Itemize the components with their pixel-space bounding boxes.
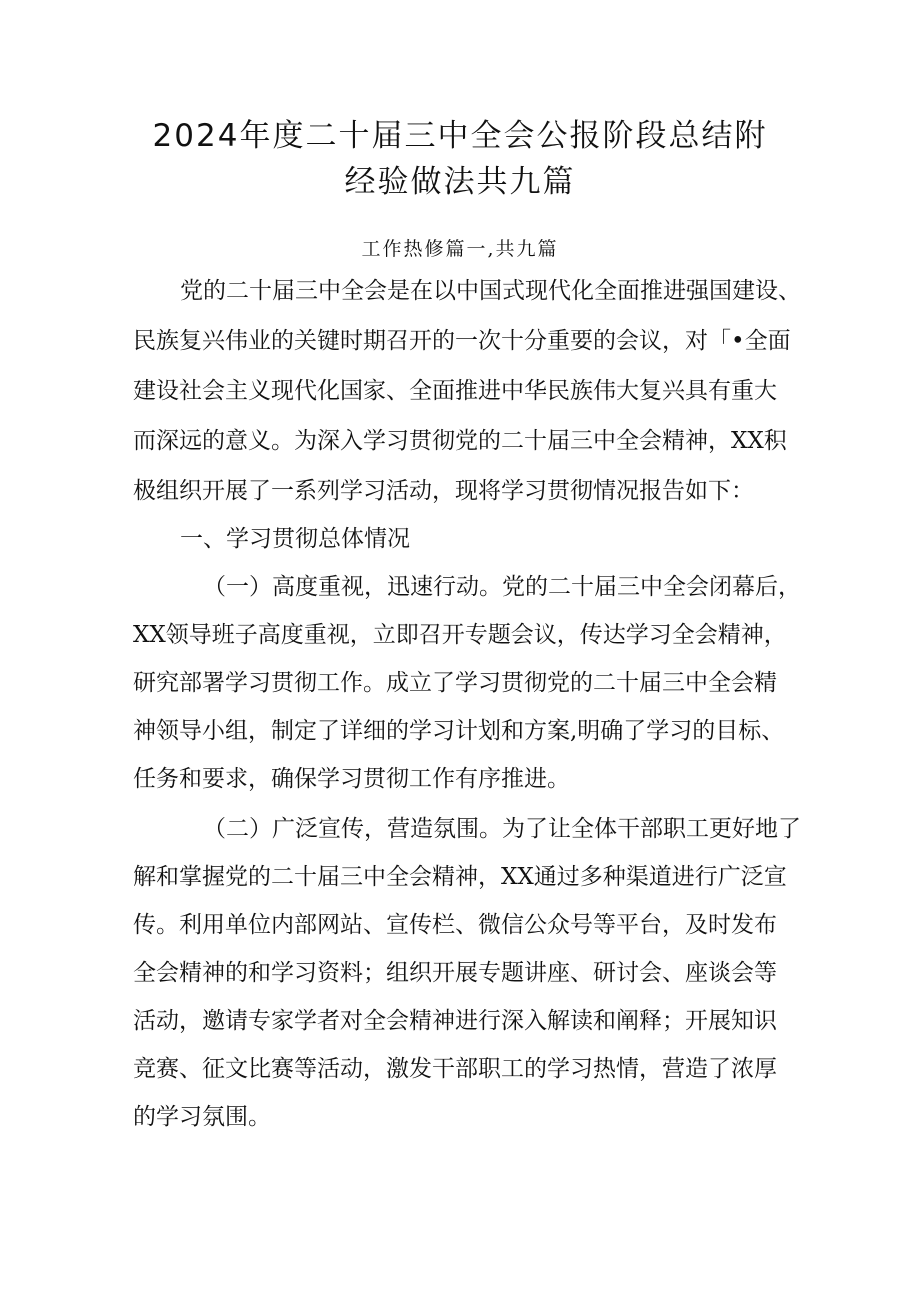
body-line-text: 党的二十届三中全会是在以中国式现代化全面推进强国建设、: [180, 278, 801, 304]
body-line-text: 全会精神的和学习资料；组织开展专题讲座、研讨会、座谈会等: [133, 960, 777, 986]
body-line-text: （二）广泛宣传，营造氛围。为了让全体干部职工更好地了: [203, 816, 801, 842]
section-heading-text: 一、学习贯彻总体情况: [180, 526, 410, 552]
document-title-line-2: 经验做法共九篇: [344, 164, 576, 200]
body-line-text: 而深远的意义。为深入学习贯彻党的二十届三中全会精神，XX积: [133, 428, 787, 454]
body-line-text: 极组织开展了一系列学习活动，现将学习贯彻情况报告如下：: [133, 478, 754, 504]
body-line-text: 活动，邀请专家学者对全会精神进行深入解读和阐释；开展知识: [133, 1008, 777, 1034]
body-line-text: 传。利用单位内部网站、宣传栏、微信公众号等平台，及时发布: [133, 912, 777, 938]
body-line-text: 竞赛、征文比赛等活动，激发干部职工的学习热情，营造了浓厚: [133, 1056, 777, 1082]
body-line-text: XX领导班子高度重视，立即召开专题会议，传达学习全会精神，: [133, 622, 787, 648]
body-line-text: 民族复兴伟业的关键时期召开的一次十分重要的会议，对「•全面: [133, 328, 791, 354]
body-line-text: 的学习氛围。: [133, 1104, 271, 1130]
body-line-text: 研究部署学习贯彻工作。成立了学习贯彻党的二十届三中全会精: [133, 670, 777, 696]
body-line-text: 建设社会主义现代化国家、全面推进中华民族伟大复兴具有重大: [133, 378, 777, 404]
body-line-text: 解和掌握党的二十届三中全会精神，XX通过多种渠道进行广泛宣: [133, 864, 787, 890]
body-line-text: 任务和要求，确保学习贯彻工作有序推进。: [133, 766, 570, 792]
document-title-line-1: 2024年度二十届三中全会公报阶段总结附: [152, 118, 768, 154]
body-line-text: 神领导小组，制定了详细的学习计划和方案,明确了学习的目标、: [133, 718, 785, 744]
document-subtitle: 工作热修篇一,共九篇: [361, 238, 559, 260]
body-line-text: （一）高度重视，迅速行动。党的二十届三中全会闭幕后，: [203, 574, 801, 600]
